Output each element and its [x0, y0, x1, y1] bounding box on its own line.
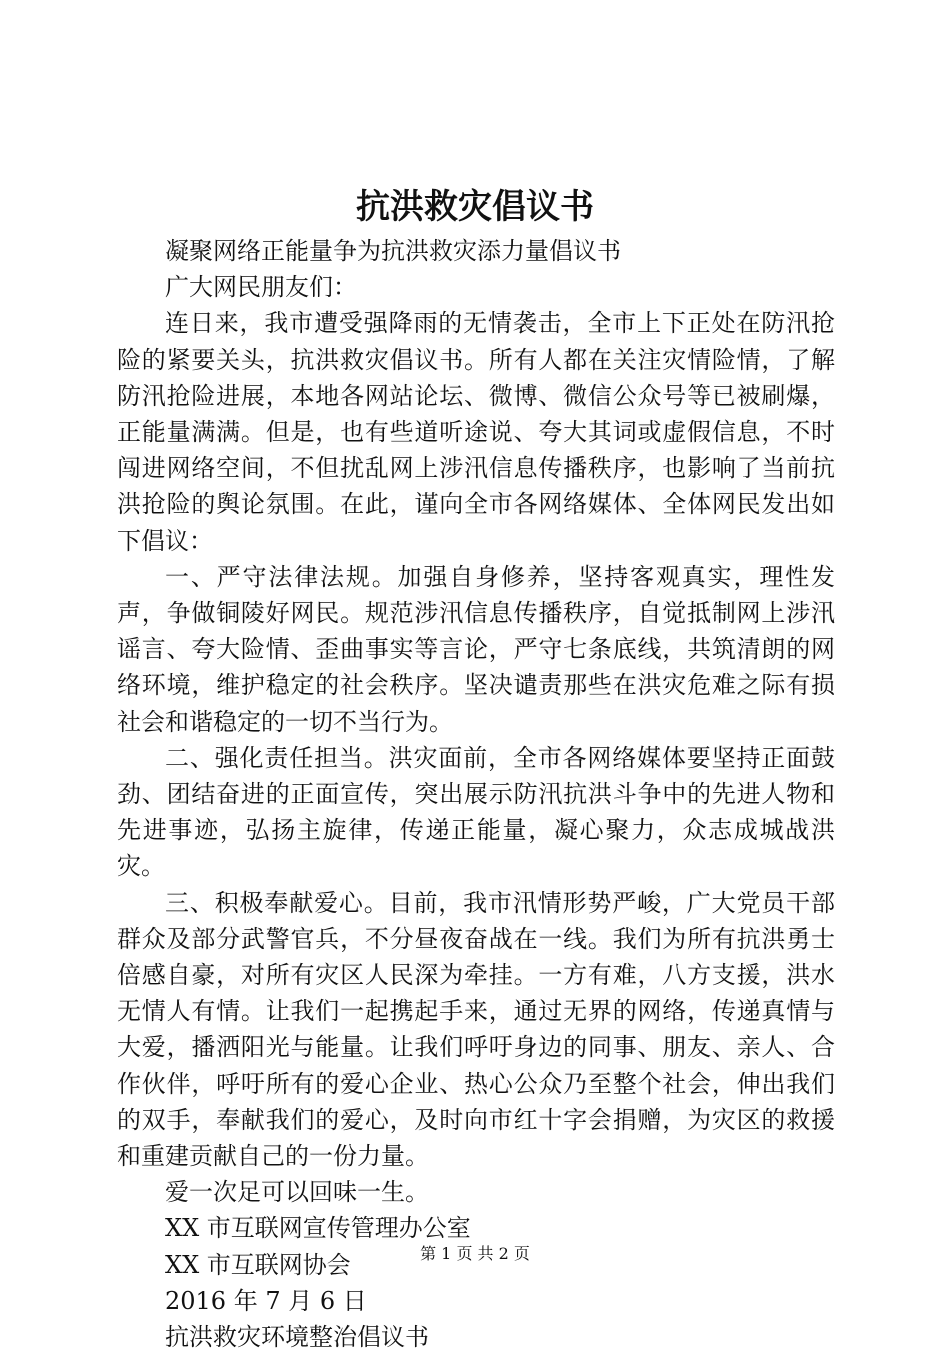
subtitle: 凝聚网络正能量争为抗洪救灾添力量倡议书 — [165, 237, 621, 265]
document-title: 抗洪救灾倡议书 — [356, 187, 594, 227]
signature-association: XX 市互联网协会 — [165, 1250, 351, 1279]
salutation: 广大网民朋友们： — [165, 273, 357, 302]
paragraph-point-1: 一、严守法律法规。加强自身修养，坚持客观真实，理性发声，争做铜陵好网民。规范涉汛信息传播秩序，自觉抵制网上涉汛谣言、夸大险情、歪曲事实等言论，严守七条底线，共筑清朗的网络环境，维护稳定的社会秩序。坚决谴责那些在洪灾危难之际有损社会和谐稳定的一切不当行为。 — [117, 562, 835, 736]
document-date: 2016 年 7 月 6 日 — [165, 1286, 367, 1315]
next-document-title: 抗洪救灾环境整治倡议书 — [165, 1323, 429, 1352]
paragraph-point-3: 三、积极奉献爱心。目前，我市汛情形势严峻，广大党员干部群众及部分武警官兵，不分昼夜奋战在一线。我们为所有抗洪勇士倍感自豪，对所有灾区人民深为牵挂。一方有难，八方支援，洪水无情人有情。让我们一起携起手来，通过无界的网络，传递真情与大爱，播洒阳光与能量。让我们呼吁身边的同事、朋友、亲人、合作伙伴，呼吁所有的爱心企业、热心公众乃至整个社会，伸出我们的双手，奉献我们的爱心，及时向市红十字会捐赠，为灾区的救援和重建贡献自己的一份力量。 — [117, 888, 835, 1171]
closing-line: 爱一次足可以回味一生。 — [165, 1178, 429, 1207]
paragraph-point-2: 二、强化责任担当。洪灾面前，全市各网络媒体要坚持正面鼓劲、团结奋进的正面宣传，突出展示防汛抗洪斗争中的先进人物和先进事迹，弘扬主旋律，传递正能量，凝心聚力，众志成城战洪灾。 — [117, 743, 835, 881]
document-body — [117, 233, 835, 1355]
signature-office: XX 市互联网宣传管理办公室 — [165, 1214, 471, 1243]
paragraph-intro: 连日来，我市遭受强降雨的无情袭击，全市上下正处在防汛抢险的紧要关头，抗洪救灾倡议书。所有人都在关注灾情险情，了解防汛抢险进展，本地各网站论坛、微博、微信公众号等已被刷爆，正能量满满。但是，也有些道听途说、夸大其词或虚假信息，不时闯进网络空间，不但扰乱网上涉汛信息传播秩序，也影响了当前抗洪抢险的舆论氛围。在此，谨向全市各网络媒体、全体网民发出如下倡议： — [117, 309, 835, 555]
page-footer: 第 1 页 共 2 页 — [420, 1244, 530, 1263]
